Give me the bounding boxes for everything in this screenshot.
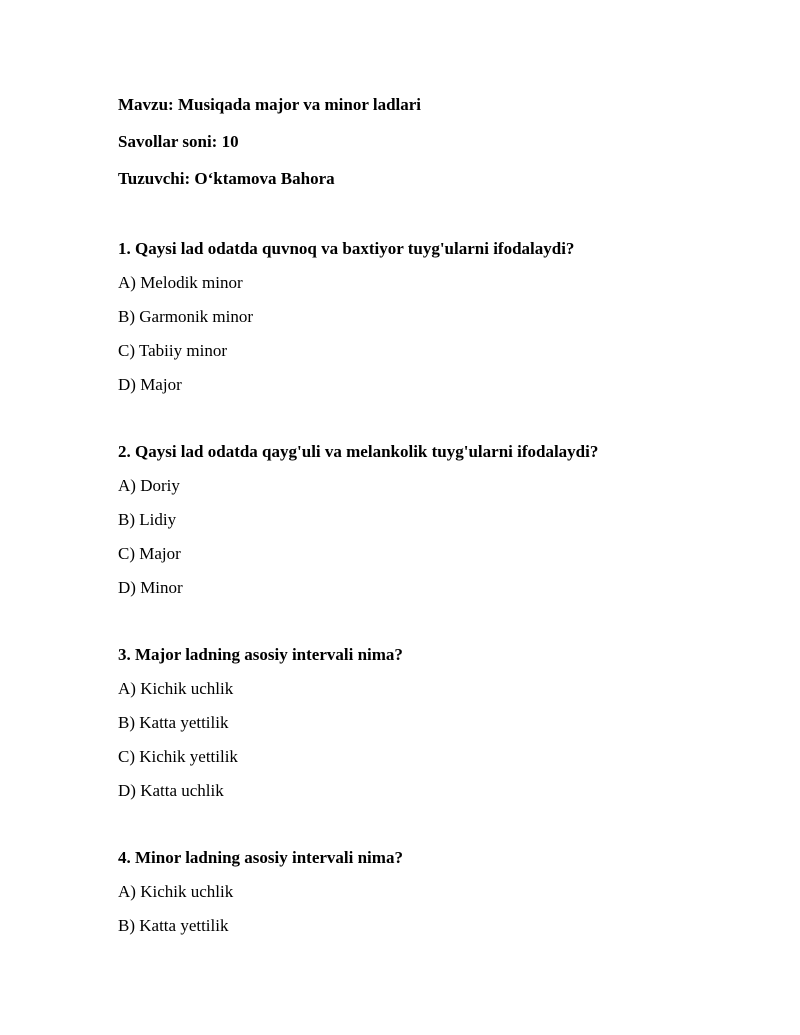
document-author: Tuzuvchi: Oʻktamova Bahora	[118, 169, 335, 188]
question-2-text: 2. Qaysi lad odatda qayg'uli va melankolik tuyg'ularni ifodalaydi?	[118, 442, 599, 461]
question-2-option-c: C) Major	[118, 544, 181, 563]
question-1-option-d: D) Major	[118, 375, 182, 394]
question-block-2	[118, 441, 740, 599]
document-topic: Mavzu: Musiqada major va minor ladlari	[118, 95, 422, 114]
question-3-option-a: A) Kichik uchlik	[118, 679, 234, 698]
spacer	[118, 205, 740, 238]
question-3-option-c: C) Kichik yettilik	[118, 747, 238, 766]
spacer	[118, 408, 740, 441]
question-3-option-d: D) Katta uchlik	[118, 781, 224, 800]
question-3-text: 3. Major ladning asosiy intervali nima?	[118, 645, 403, 664]
question-1-text: 1. Qaysi lad odatda quvnoq va baxtiyor tuyg'ularni ifodalaydi?	[118, 239, 575, 258]
question-4-text: 4. Minor ladning asosiy intervali nima?	[118, 848, 403, 867]
question-4-option-a: A) Kichik uchlik	[118, 882, 234, 901]
spacer	[118, 814, 740, 847]
question-block-3	[118, 644, 740, 802]
question-2-option-a: A) Doriy	[118, 476, 180, 495]
question-2-option-d: D) Minor	[118, 578, 183, 597]
document-question-count: Savollar soni: 10	[118, 132, 239, 151]
question-1-option-c: C) Tabiiy minor	[118, 341, 227, 360]
question-1-option-a: A) Melodik minor	[118, 273, 243, 292]
question-4-option-b: B) Katta yettilik	[118, 916, 229, 935]
document-header	[118, 94, 740, 190]
question-block-4	[118, 847, 740, 937]
question-1-option-b: B) Garmonik minor	[118, 307, 254, 326]
question-2-option-b: B) Lidiy	[118, 510, 177, 529]
question-3-option-b: B) Katta yettilik	[118, 713, 229, 732]
spacer	[118, 611, 740, 644]
question-block-1	[118, 238, 740, 396]
